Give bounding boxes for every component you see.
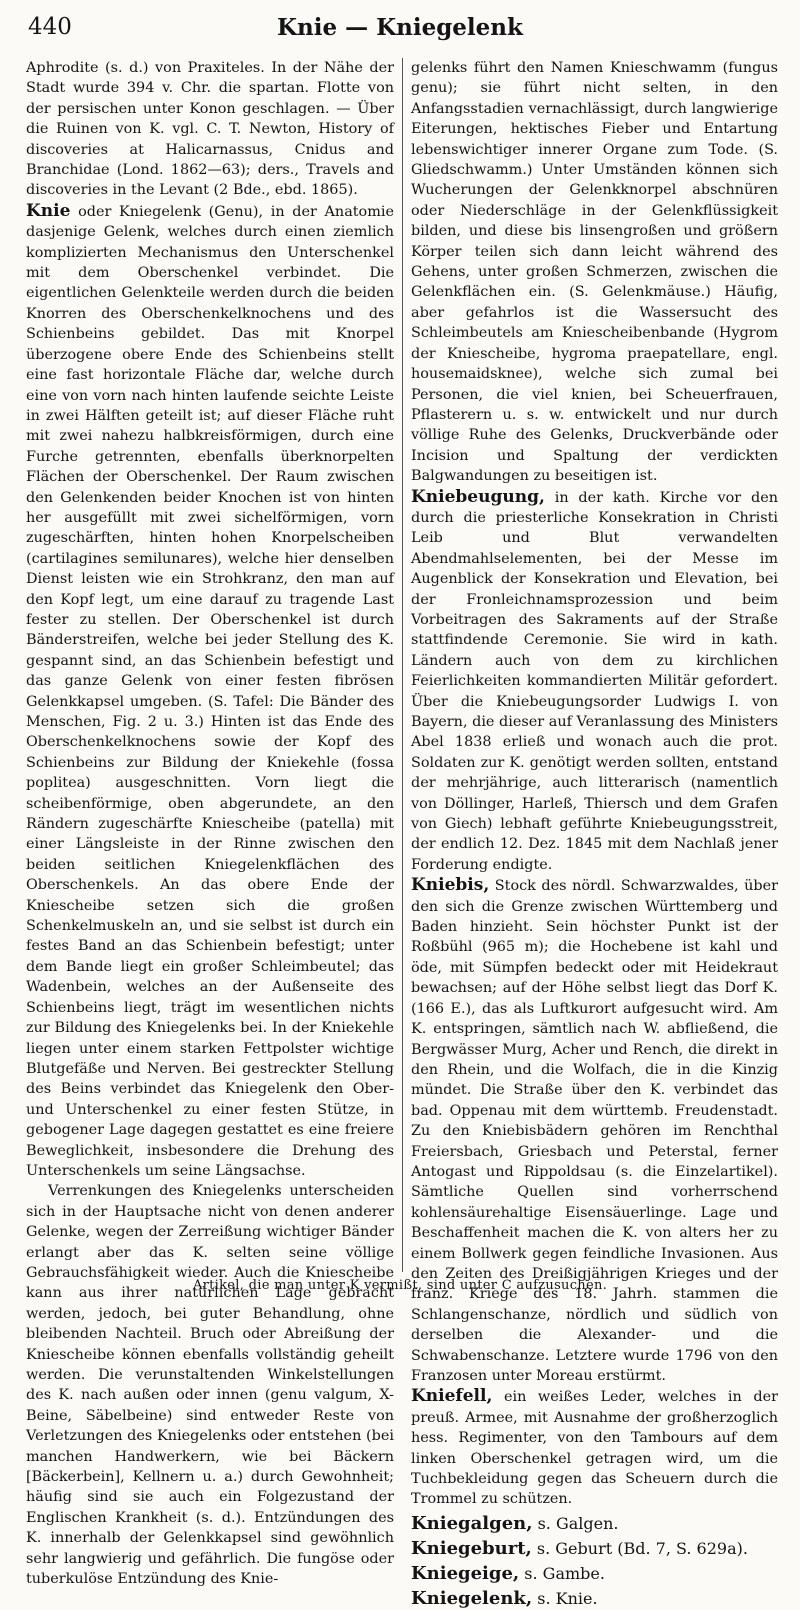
lemma-kniegalgen: Kniegalgen, — [411, 1512, 533, 1534]
entry-kniebeugung — [411, 487, 778, 876]
entry-kniegeburt-text: s. Geburt (Bd. 7, S. 629a). — [531, 1538, 748, 1558]
entry-kniegalgen — [411, 1512, 778, 1535]
entry-knie-verrenkungen: Verrenkungen des Kniegelenks unterscheiden sich in der Hauptsache nicht von denen anderer Gelenke, wegen der Zerreißung wichtiger Bänder erlangt aber das K. selten seine völlige Gebrauchsfähigkeit wieder. Auch die Kniescheibe kann aus ihrer natürlichen Lage gebracht werden, jedoch, bei guter Behandlung, ohne bleibenden Nachteil. Bruch oder Abreißung der Kniescheibe können ebenfalls vollständig geheilt werden. Die verunstaltenden Winkelstellungen des K. nach außen oder innen (genu valgum, X-Beine, Säbelbeine) sind entweder Reste von Verletzungen des Kniegelenks oder entstehen (bei manchen Handwerkern, wie bei Bäckern [Bäckerbein], Kellnern u. a.) durch Gewohnheit; häufig sind sie auch ein Folgezustand der Englischen Krankheit (s. d.). Entzündungen des K. innerhalb der Gelenkkapsel sind gewöhnlich sehr langwierig und gefährlich. Die fungöse oder tuberkulöse Entzündung des Knie- — [26, 1183, 394, 1588]
entry-kniegeige — [411, 1562, 778, 1585]
lemma-kniefell: Kniefell, — [411, 1386, 493, 1407]
entry-knie-continued: gelenks führt den Namen Knieschwamm (fungus genu); sie führt nicht selten, in den Anfangsstadien vernachlässigt, durch langwierige Eiterungen, hektisches Fieber und Entartung lebenswichtiger innerer Organe zum Tode. (S. Gliedschwamm.) Unter Umständen können sich Wucherungen der Gelenkknorpel abschnüren oder Niederschläge in der Gelenkflüssigkeit bilden, und diese bis linsengroßen und größern Körper teilen sich dann leicht während des Gehens, unter großen Schmerzen, zwischen die Gelenkflächen ein. (S. Gelenkmäuse.) Häufig, aber gefahrlos ist die Wassersucht des Schleimbeutels am Kniescheibenbande (Hygrom der Kniescheibe, hygroma praepatellare, engl. housemaidsknee), welche sich zumal bei Personen, die viel knien, bei Scheuerfrauen, Pflasterern u. s. w. entwickelt und nur durch völlige Ruhe des Gelenks, Druckverbände oder Incision und Spaltung der verdickten Balgwandungen zu beseitigen ist. — [411, 60, 778, 485]
page-number: 440 — [28, 14, 72, 40]
entry-kniebeugung-text: in der kath. Kirche vor den durch die priesterliche Konsekration in Christi Leib und Blut verwandelten Abendmahlselementen, bei der Messe im Augenblick der Konsekration und Elevation, bei der Fronleichnamsprozession und beim Vorbeitragen des Sakraments auf der Straße stattfindende Ceremonie. Sie wird in kath. Ländern auch von dem zu kirchlichen Feierlichkeiten kommandierten Militär gefordert. Über die Kniebeugungsorder Ludwigs I. von Bayern, die dieser auf Veranlassung des Ministers Abel 1838 erließ und wonach auch die prot. Soldaten zur K. genötigt werden sollten, entstand der mehrjährige, auch litterarisch (namentlich von Döllinger, Harleß, Thiersch und dem Grafen von Giech) lebhaft geführte Kniebeugungsstreit, der endlich 12. Dez. 1845 mit dem Nachlaß jener Forderung endigte. — [411, 489, 778, 873]
entry-kniegalgen-text: s. Galgen. — [532, 1513, 619, 1533]
right-column — [402, 58, 778, 1609]
lemma-kniegeige: Kniegeige, — [411, 1562, 520, 1584]
entry-knidos-end: Aphrodite (s. d.) von Praxiteles. In der Nähe der Stadt wurde 394 v. Chr. die spartan. Flotte von der persischen unter Konon geschlagen. — Über die Ruinen von K. vgl. C. T. Newton, History of discoveries at Halicarnassus, Cnidus and Branchidae (Lond. 1862—63); ders., Travels and discoveries in the Levant (2 Bde., ebd. 1865). — [26, 60, 394, 199]
entry-kniegeige-text: s. Gambe. — [519, 1563, 605, 1583]
entry-kniefell-text: ein weißes Leder, welches in der preuß. Armee, mit Ausnahme der großherzoglich hess. Regimenter, von den Tambours auf dem linken Oberschenkel getragen wird, um die Tuchbekleidung gegen das Scheuern durch die Trommel zu schützen. — [411, 1389, 778, 1508]
running-title: Knie — Kniegelenk — [277, 14, 523, 41]
lemma-kniegeburt: Kniegeburt, — [411, 1537, 532, 1559]
entry-kniegeburt — [411, 1537, 778, 1560]
entry-kniebis — [411, 875, 778, 1386]
footer-note: Artikel, die man unter K vermißt, sind unter C aufzusuchen. — [192, 1278, 608, 1293]
entry-kniegelenk — [411, 1587, 778, 1610]
lemma-knie: Knie — [26, 200, 71, 221]
page-header — [22, 6, 778, 50]
entry-knie-text: oder Kniegelenk (Genu), in der Anatomie dasjenige Gelenk, welches durch einen ziemlich komplizierten Mechanismus den Unterschenkel mit dem Oberschenkel verbindet. Die eigentlichen Gelenkteile werden durch die beiden Knorren des Oberschenkelknochens und des Schienbeins gebildet. Das mit Knorpel überzogene obere Ende des Schienbeins stellt eine fast horizontale Fläche dar, welche durch eine von vorn nach hinten laufende seichte Leiste in zwei Hälften geteilt ist; auf dieser Fläche ruht mit zwei nahezu halbkreisförmigen, durch eine Furche getrennten, ebenfalls überknorpelten Flächen der Oberschenkel. Der Raum zwischen den Gelenkenden beider Knochen ist von hinten her ausgefüllt mit zwei sichelförmigen, vorn zugeschärften, hinten hohen Knorpelscheiben (cartilagines semilunares), welche hier denselben Dienst leisten wie ein Strohkranz, den man auf den Kopf legt, um eine darauf zu tragende Last fester zu stellen. Der Oberschenkel ist durch Bänderstreifen, welche bei jeder Stellung des K. gespannt sind, an das Schienbein befestigt und das ganze Gelenk von einer festen fibrösen Gelenkkapsel umgeben. (S. Tafel: Die Bänder des Menschen, Fig. 2 u. 3.) Hinten ist das Ende des Oberschenkelknochens sowie der Kopf des Schienbeins zur Bildung der Kniekehle (fossa poplitea) ausgeschnitten. Vorn liegt die scheibenförmige, oben abgerundete, an den Rändern zugeschärfte Kniescheibe (patella) mit einer Längsleiste in der Rinne zwischen den beiden seitlichen Kniegelenkflächen des Oberschenkels. An das obere Ende der Kniescheibe setzen sich die großen Schenkelmuskeln an, und sie selbst ist durch ein festes Band an das Schienbein befestigt; unter dem Bande liegt ein großer Schleimbeutel; das Wadenbein, welches an der Außenseite des Schienbeins liegt, trägt im wesentlichen nichts zur Bildung des Kniegelenks bei. In der Kniekehle liegen unter einem starken Fettpolster wichtige Blutgefäße und Nerven. Bei gestreckter Stellung des Beins verbindet das Kniegelenk den Ober- und Unterschenkel zu einer festen Stütze, in gebogener Lage dagegen gestattet es eine freiere Beweglichkeit, insbesondere die Drehung des Unterschenkels um seine Längsachse. — [26, 203, 394, 1179]
lemma-kniebeugung: Kniebeugung, — [411, 486, 545, 507]
lemma-kniebis: Kniebis, — [411, 875, 490, 896]
entry-kniebis-text: Stock des nördl. Schwarzwaldes, über den sich die Grenze zwischen Württemberg und Baden hinzieht. Sein höchster Punkt ist der Roßbühl (965 m); die Hochebene ist kahl und öde, mit Sümpfen bedeckt oder mit Heidekraut bewachsen; auf der Höhe selbst liegt das Dorf K. (166 E.), das als Luftkurort aufgesucht wird. Am K. entspringen, sämtlich nach W. abfließend, die Bergwässer Murg, Acher und Rench, die direkt in den Rhein, und die Wolfach, die in die Kinzig mündet. Die Straße über den K. verbindet das bad. Oppenau mit dem württemb. Freudenstadt. Zu den Kniebisbädern gehören im Renchthal Freiersbach, Griesbach und Peterstal, ferner Antogast und Rippoldsau (s. die Einzelartikel). Sämtliche Quellen sind vorherrschend kohlensäurehaltige Eisensäuerlinge. Lage und Beschaffenheit machen die K. von alters her zu einem Bollwerk gegen feindliche Invasionen. Aus den Zeiten des Dreißigjährigen Krieges und der franz. Kriege des 18. Jahrh. stammen die Schlangenschanze, nördlich und südlich von derselben die Alexander- und die Schwabenschanze. Letztere wurde 1796 von den Franzosen unter Moreau erstürmt. — [411, 878, 778, 1384]
entry-kniegelenk-text: s. Knie. — [532, 1588, 598, 1608]
entry-knie — [26, 201, 394, 1182]
entry-kniefell — [411, 1386, 778, 1509]
lemma-kniegelenk: Kniegelenk, — [411, 1587, 533, 1609]
